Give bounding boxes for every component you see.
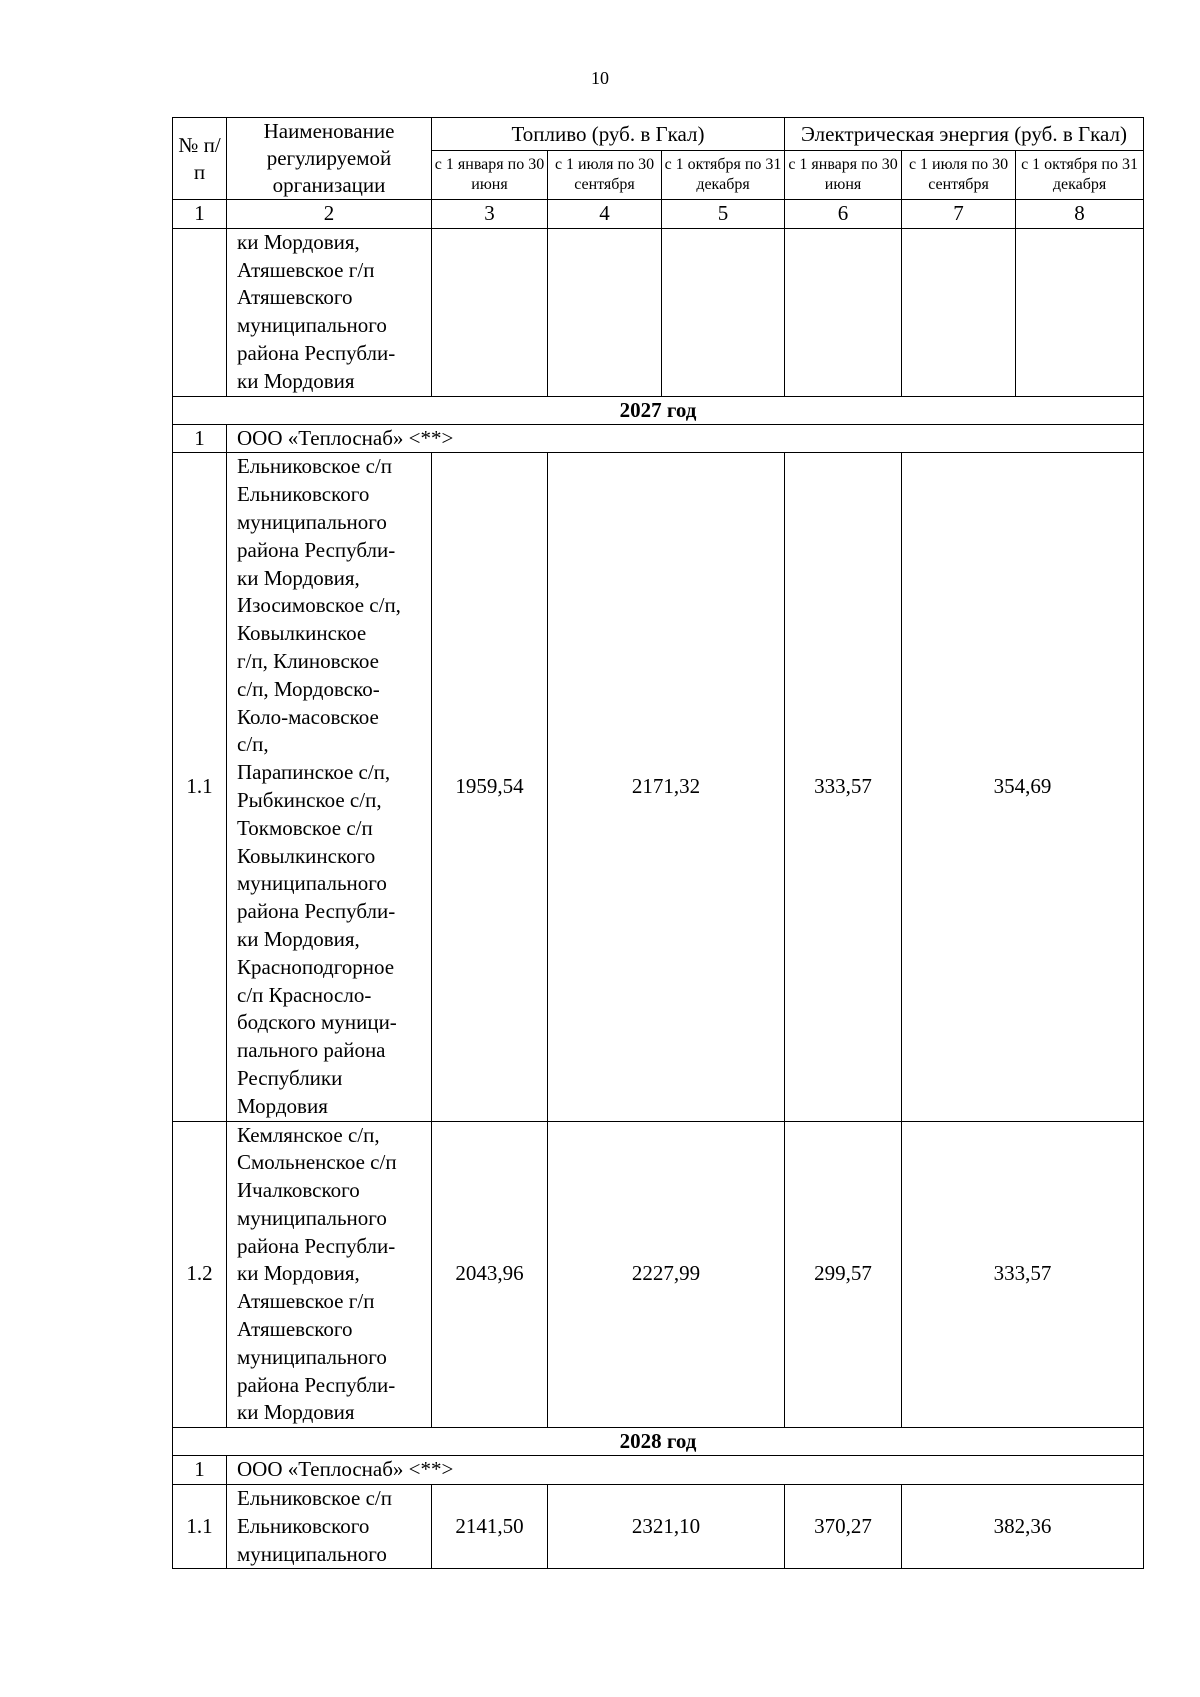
org-name-line: Ичалковского [237,1178,360,1203]
org-row [173,424,1144,453]
org-name-line: г/п, Клиновское [237,648,379,673]
org-name-line: пального района [237,1038,386,1063]
org-name-line: ки Мордовия, [237,229,360,254]
org-name: ООО «Теплоснаб» <**> [227,1456,1144,1485]
power-p23-value: 382,36 [902,1485,1144,1569]
fuel-p1-value: 1959,54 [432,453,548,1121]
org-name-line: Токмовское с/п [237,815,373,840]
row-org-name [227,453,432,1121]
power-p1-value: 370,27 [785,1485,902,1569]
fuel-p1-value: 2141,50 [432,1485,548,1569]
org-name-line: Изосимовское с/п, [237,593,401,618]
org-name-line: Смольненское с/п [237,1150,397,1175]
org-name-line: муниципального [237,509,387,534]
year-label: 2027 год [173,396,1144,424]
col-number: 7 [902,200,1016,229]
header-fuel-p1: с 1 января по 30 июня [432,151,548,200]
org-name-line: муниципального [237,1344,387,1369]
org-name-line: ки Мордовия, [237,1261,360,1286]
col-number: 3 [432,200,548,229]
power-p1-value: 333,57 [785,453,902,1121]
org-name-line: Ельниковское с/п [237,1486,392,1511]
org-name-line: ки Мордовия, [237,565,360,590]
org-name-line: района Республи- [237,340,396,365]
row-num: 1.1 [173,453,227,1121]
org-name-line: муниципального [237,1541,387,1566]
org-name-line: Парапинское с/п, [237,760,391,785]
row-num: 1.1 [173,1485,227,1569]
org-name: ООО «Теплоснаб» <**> [227,424,1144,453]
col-number: 1 [173,200,227,229]
org-name-line: района Республи- [237,899,396,924]
org-name-line: муниципального [237,313,387,338]
fuel-p23-value: 2227,99 [548,1121,785,1428]
power-p23-value: 354,69 [902,453,1144,1121]
org-name-line: Ельниковское с/п [237,454,392,479]
org-name-line: Атяшевского [237,285,353,310]
org-name-line: с/п, Мордовско- [237,676,380,701]
header-fuel-p2: с 1 июля по 30 сентября [548,151,662,200]
org-name-line: Мордовия [237,1093,328,1118]
col-number: 8 [1016,200,1144,229]
header-power-p2: с 1 июля по 30 сентября [902,151,1016,200]
row-org-name [227,1485,432,1569]
tariff-table [172,117,1144,1569]
org-name-line: Ельниковского [237,1513,370,1538]
year-row [173,396,1144,424]
org-name-line: Кемлянское с/п, [237,1122,380,1147]
org-name-line: муниципального [237,871,387,896]
fuel-p23-value: 2321,10 [548,1485,785,1569]
org-num: 1 [173,424,227,453]
header-row-groups [173,118,1144,151]
org-name-line: с/п, [237,732,269,757]
continued-org-name [227,228,432,396]
row-num: 1.2 [173,1121,227,1428]
table-row [173,1121,1144,1428]
row-org-name [227,1121,432,1428]
org-name-line: муниципального [237,1205,387,1230]
org-name-line: района Республи- [237,1372,396,1397]
fuel-p23-value: 2171,32 [548,453,785,1121]
page-number: 10 [591,68,609,88]
empty-cell [902,228,1016,396]
table-row [173,453,1144,1121]
header-fuel: Топливо (руб. в Гкал) [432,118,785,151]
org-name-line: Атяшевское г/п [237,257,375,282]
col-number: 6 [785,200,902,229]
org-name-line: Республики [237,1065,343,1090]
org-row [173,1456,1144,1485]
power-p23-value: 333,57 [902,1121,1144,1428]
header-num: № п/п [173,118,227,200]
col-number: 5 [662,200,785,229]
org-name-line: бодского муници- [237,1010,397,1035]
empty-cell [1016,228,1144,396]
fuel-p1-value: 2043,96 [432,1121,548,1428]
org-name-line: Ельниковского [237,482,370,507]
org-name-line: ки Мордовия [237,1400,355,1425]
org-name-line: района Республи- [237,1233,396,1258]
header-power-p3: с 1 октября по 31 декабря [1016,151,1144,200]
continued-row [173,228,1144,396]
continued-num [173,228,227,396]
org-name-line: Коло-масовское [237,704,379,729]
col-number: 2 [227,200,432,229]
col-number: 4 [548,200,662,229]
org-name-line: Ковылкинского [237,843,376,868]
empty-cell [785,228,902,396]
org-name-line: ки Мордовия [237,368,355,393]
org-name-line: Ковылкинское [237,621,367,646]
column-number-row [173,200,1144,229]
org-name-line: Красноподгорное [237,954,395,979]
table-row [173,1485,1144,1569]
year-label: 2028 год [173,1428,1144,1456]
header-fuel-p3: с 1 октября по 31 декабря [662,151,785,200]
org-name-line: ки Мордовия, [237,926,360,951]
header-name: Наименование регулируемой организации [227,118,432,200]
header-power: Электрическая энергия (руб. в Гкал) [785,118,1144,151]
org-name-line: Атяшевское г/п [237,1289,375,1314]
org-num: 1 [173,1456,227,1485]
year-row [173,1428,1144,1456]
empty-cell [662,228,785,396]
empty-cell [548,228,662,396]
org-name-line: Рыбкинское с/п, [237,787,382,812]
org-name-line: района Республи- [237,537,396,562]
org-name-line: с/п Краснослo- [237,982,372,1007]
empty-cell [432,228,548,396]
header-power-p1: с 1 января по 30 июня [785,151,902,200]
org-name-line: Атяшевского [237,1317,353,1342]
power-p1-value: 299,57 [785,1121,902,1428]
